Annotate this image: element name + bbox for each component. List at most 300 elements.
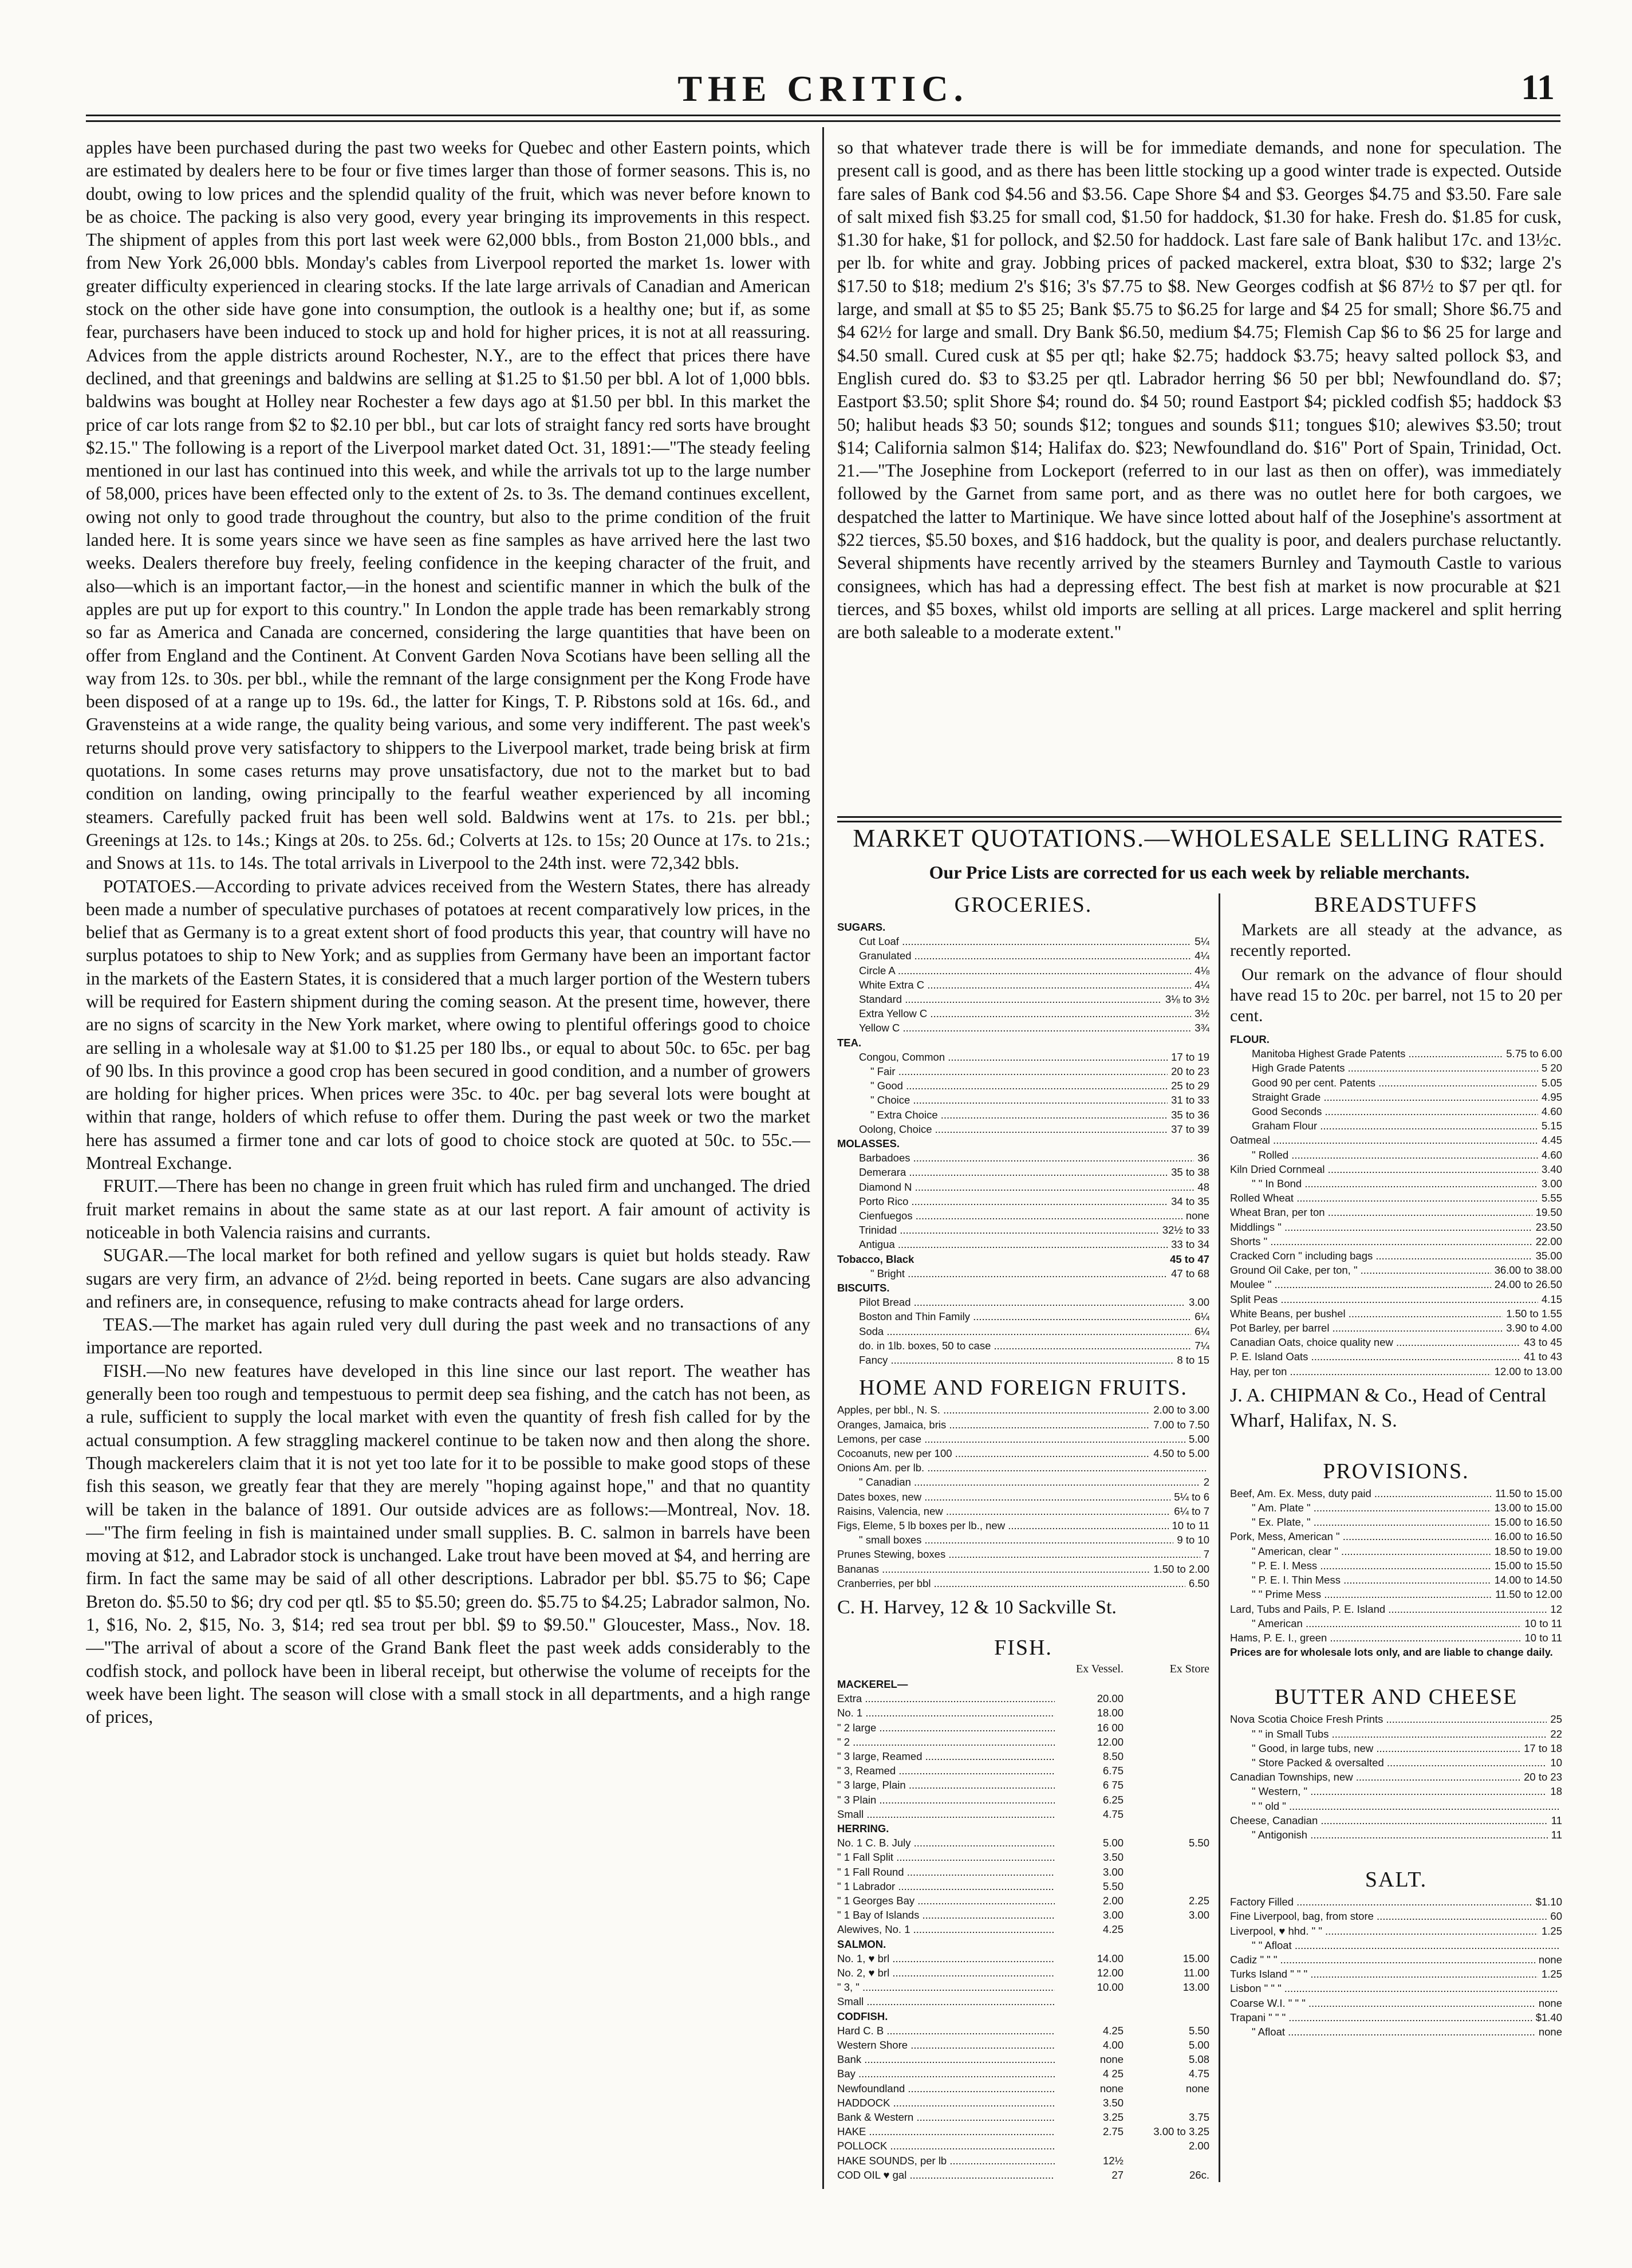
quote-price xyxy=(1206,1035,1209,1050)
quote-row xyxy=(837,2081,1209,2096)
quote-label: Cracked Corn " including bags ..... xyxy=(1230,1249,1532,1263)
quote-price: 3¾ xyxy=(1195,1022,1209,1034)
butter-cheese-table xyxy=(1230,1712,1562,1842)
quote-price: 22.00 xyxy=(1535,1235,1562,1247)
quote-label: " " old " ..... xyxy=(1230,1799,1559,1813)
quote-label: " Canadian ..... xyxy=(837,1475,1200,1489)
quotations-left-panel xyxy=(837,889,1209,2183)
quotations-right-panel xyxy=(1230,889,1562,2183)
quote-row xyxy=(837,1937,1209,1951)
quote-price: 4.00 xyxy=(1102,2039,1124,2052)
quote-price: 32½ to 33 xyxy=(1162,1224,1209,1237)
quote-price: 4.25 xyxy=(1102,1923,1124,1936)
quote-price: 14.00 to 14.50 xyxy=(1494,1574,1562,1586)
quote-row xyxy=(837,1735,1209,1749)
quote-price: 10 to 11 xyxy=(1524,1631,1562,1644)
quote-price: 11.50 to 15.00 xyxy=(1495,1487,1562,1499)
fish-column-headers xyxy=(837,1663,1209,1676)
quote-row xyxy=(837,1338,1209,1353)
quote-price-store: 5.08 xyxy=(1188,2053,1209,2066)
quote-label: Bay ..... xyxy=(837,2066,1055,2081)
quote-row xyxy=(1230,1205,1562,1219)
quote-label: HERRING. xyxy=(837,1822,889,1834)
quote-row xyxy=(837,2168,1209,2182)
quote-price-store: 5.00 xyxy=(1188,2039,1209,2052)
fish-table xyxy=(837,1677,1209,2182)
quote-label: HADDOCK ..... xyxy=(837,2096,1055,2110)
breadstuffs-table xyxy=(1230,1032,1562,1379)
quote-row xyxy=(1230,1335,1562,1349)
quote-price xyxy=(1055,1677,1124,1691)
quote-row xyxy=(837,1793,1209,1807)
quote-label: Canadian Oats, choice quality new ..... xyxy=(1230,1335,1520,1349)
quote-row xyxy=(1230,1909,1562,1923)
sugar-paragraph: SUGAR.—The local market for both refined and yellow sugars is quiet but holds steady. Raw sugars are very firm, an advance of 2½d. being reported in beets. Cane sugars are also advancing and refiners are, in consequence, refusing to make contracts ahead for large orders. xyxy=(86,1245,810,1312)
quote-price-store xyxy=(1124,1865,1209,1879)
quote-price-store: 2.25 xyxy=(1188,1894,1209,1907)
quote-row xyxy=(837,1518,1209,1533)
quote-label: Coarse W.I. " " " ..... xyxy=(1230,1996,1535,2010)
quote-label: " Am. Plate " ..... xyxy=(1230,1501,1491,1515)
quote-label: COD OIL ♥ gal ..... xyxy=(837,2168,1055,2182)
quote-price xyxy=(1206,1460,1209,1475)
quote-label: Split Peas ..... xyxy=(1230,1292,1538,1306)
quote-label: Bananas ..... xyxy=(837,1562,1150,1576)
quote-price: 5¼ to 6 xyxy=(1174,1490,1209,1503)
quote-row xyxy=(837,1418,1209,1432)
quote-row xyxy=(1230,1104,1562,1119)
quote-price: 11 xyxy=(1551,1828,1562,1841)
breadstuffs-note-1: Markets are all steady at the advance, as recently reported. xyxy=(1230,920,1562,960)
quote-row xyxy=(837,1281,1209,1295)
quote-row xyxy=(1230,1770,1562,1784)
quote-price: 4¼ xyxy=(1195,978,1209,991)
quote-row xyxy=(837,1078,1209,1093)
right-column-article xyxy=(837,136,1562,815)
quote-label: Hams, P. E. I., green ..... xyxy=(1230,1631,1521,1645)
quote-row xyxy=(837,1194,1209,1208)
quote-label: Small ..... xyxy=(837,1807,1055,1821)
quote-price: 10 xyxy=(1550,1756,1562,1769)
quote-row xyxy=(837,1677,1209,1691)
quote-label: Kiln Dried Cornmeal ..... xyxy=(1230,1162,1538,1176)
quote-label: No. 2, ♥ brl ..... xyxy=(837,1966,1055,1980)
quote-label: Oatmeal ..... xyxy=(1230,1133,1538,1147)
quote-row xyxy=(1230,2010,1562,2025)
quote-row xyxy=(837,1980,1209,1994)
quote-price: none xyxy=(1538,1953,1562,1966)
quote-price: 3.00 xyxy=(1541,1178,1562,1190)
quote-price: 2 xyxy=(1203,1476,1209,1489)
quote-row xyxy=(837,1821,1209,1836)
quote-price xyxy=(1559,1032,1562,1046)
quote-row xyxy=(837,1324,1209,1338)
quote-label: " P. E. I. Mess ..... xyxy=(1230,1558,1491,1573)
quote-label: " 3 Plain ..... xyxy=(837,1793,1055,1807)
quote-price: 5 20 xyxy=(1541,1062,1562,1074)
quote-price: 2.75 xyxy=(1102,2125,1124,2138)
quote-label: CODFISH. xyxy=(837,2010,888,2022)
quote-row xyxy=(837,1295,1209,1309)
quote-price xyxy=(1206,1136,1209,1151)
quote-price: 34 to 35 xyxy=(1171,1195,1209,1207)
quote-row xyxy=(837,1720,1209,1735)
quote-label: Bank ..... xyxy=(837,2052,1055,2066)
quotations-divider xyxy=(1219,893,1220,2182)
quote-price: 9 to 10 xyxy=(1177,1534,1209,1546)
quote-row xyxy=(837,1223,1209,1237)
breadstuffs-heading: BREADSTUFFS xyxy=(1314,893,1478,917)
quote-label: " P. E. I. Thin Mess ..... xyxy=(1230,1573,1491,1587)
quote-label: Oolong, Choice ..... xyxy=(837,1122,1168,1136)
quote-price: 19.50 xyxy=(1535,1206,1562,1219)
quote-price-store: 5.50 xyxy=(1188,2024,1209,2037)
quote-price: 45 to 47 xyxy=(1170,1253,1209,1265)
quote-label: MOLASSES. xyxy=(837,1137,900,1150)
quote-price: 5.50 xyxy=(1102,1880,1124,1892)
quote-price-store: 2.00 xyxy=(1188,2140,1209,2152)
quote-price: 7 xyxy=(1203,1548,1209,1561)
quote-row xyxy=(1230,1558,1562,1573)
quote-row xyxy=(837,1533,1209,1547)
quote-price: 10 to 11 xyxy=(1172,1519,1209,1531)
fruits-heading: HOME AND FOREIGN FRUITS. xyxy=(859,1376,1188,1400)
quote-price: 36 xyxy=(1197,1152,1209,1164)
quote-row xyxy=(837,1576,1209,1590)
provisions-heading: PROVISIONS. xyxy=(1323,1459,1469,1483)
quote-row xyxy=(837,2066,1209,2081)
quote-price: 5.00 xyxy=(1102,1837,1124,1849)
quote-price: 11.50 to 12.00 xyxy=(1495,1588,1562,1601)
quote-row xyxy=(837,2153,1209,2168)
quote-row xyxy=(837,1908,1209,1922)
quote-row xyxy=(837,1093,1209,1107)
quote-price: 3.90 to 4.00 xyxy=(1506,1322,1562,1334)
quote-price: 16.00 to 16.50 xyxy=(1494,1530,1562,1543)
quote-price: 20.00 xyxy=(1097,1692,1124,1705)
quote-price xyxy=(1055,1937,1124,1951)
quote-label: Granulated ..... xyxy=(837,948,1191,963)
quote-label: " 2 large ..... xyxy=(837,1720,1055,1735)
quote-label: " American, clear " ..... xyxy=(1230,1544,1491,1558)
quote-row xyxy=(1230,1501,1562,1515)
quote-price: 6.75 xyxy=(1102,1765,1124,1777)
quote-label: Onions Am. per lb. ..... xyxy=(837,1460,1206,1475)
quote-row xyxy=(1230,2025,1562,2039)
quote-price: 12½ xyxy=(1102,2154,1124,2167)
quote-row xyxy=(1230,1349,1562,1364)
quote-label: Cocoanuts, new per 100 ..... xyxy=(837,1446,1150,1460)
quote-price: 4.50 to 5.00 xyxy=(1153,1447,1209,1459)
quote-label: Lisbon " " " ..... xyxy=(1230,1981,1559,1995)
quote-row xyxy=(1230,1828,1562,1842)
quote-row xyxy=(837,1966,1209,1980)
quote-row xyxy=(1230,1924,1562,1938)
quote-label: MACKEREL— xyxy=(837,1678,908,1690)
quote-label: Raisins, Valencia, new ..... xyxy=(837,1504,1170,1518)
quote-label: Fancy ..... xyxy=(837,1353,1173,1367)
quote-label: Oranges, Jamaica, bris ..... xyxy=(837,1418,1150,1432)
quote-price xyxy=(1055,2139,1124,2153)
quote-label: " " Afloat ..... xyxy=(1230,1938,1559,1952)
left-column-article xyxy=(86,136,810,2175)
quote-label: Lemons, per case ..... xyxy=(837,1432,1185,1446)
quote-row xyxy=(837,934,1209,948)
quote-price: 7¼ xyxy=(1195,1339,1209,1352)
quote-label: " 3 large, Plain ..... xyxy=(837,1778,1055,1792)
quote-label: " Western, " ..... xyxy=(1230,1784,1547,1798)
quote-price-store xyxy=(1124,1749,1209,1763)
quote-row xyxy=(837,1547,1209,1561)
quote-label: " Store Packed & oversalted ..... xyxy=(1230,1755,1547,1770)
quote-row xyxy=(837,1490,1209,1504)
quote-price-store: 3.00 xyxy=(1188,1909,1209,1922)
quote-price xyxy=(1559,1645,1562,1659)
quote-label: Rolled Wheat ..... xyxy=(1230,1191,1538,1205)
quote-label: " Ex. Plate, " ..... xyxy=(1230,1515,1491,1529)
quote-price: 4.95 xyxy=(1541,1090,1562,1103)
quote-label: " Good ..... xyxy=(837,1078,1168,1093)
quote-price: 35 to 36 xyxy=(1171,1108,1209,1121)
quote-label: " 1 Fall Round ..... xyxy=(837,1865,1055,1879)
quote-row xyxy=(837,1309,1209,1324)
quote-row xyxy=(1230,1486,1562,1501)
quote-price xyxy=(1559,1799,1562,1813)
quote-row xyxy=(1230,1061,1562,1075)
quote-label: Congou, Common ..... xyxy=(837,1050,1168,1064)
quote-label: Graham Flour ..... xyxy=(1230,1119,1538,1133)
quote-row xyxy=(837,1836,1209,1850)
quote-label: Cadiz " " " ..... xyxy=(1230,1952,1535,1967)
quote-price-store xyxy=(1124,1706,1209,1720)
quote-price: 1.50 to 2.00 xyxy=(1153,1562,1209,1575)
quote-row xyxy=(1230,1277,1562,1292)
quote-label: " 2 ..... xyxy=(837,1735,1055,1749)
quote-row xyxy=(1230,1515,1562,1529)
quote-row xyxy=(837,1460,1209,1475)
quote-price xyxy=(1055,2009,1124,2023)
quote-label: Barbadoes ..... xyxy=(837,1151,1194,1165)
quote-label: Canadian Townships, new ..... xyxy=(1230,1770,1520,1784)
quote-label: Trapani " " " ..... xyxy=(1230,2010,1532,2025)
quote-label: Liverpool, ♥ hhd. " " ..... xyxy=(1230,1924,1538,1938)
quote-label: Dates boxes, new ..... xyxy=(837,1490,1170,1504)
quote-price: 3.00 xyxy=(1102,1909,1124,1922)
quote-label: Manitoba Highest Grade Patents ..... xyxy=(1230,1046,1503,1061)
quotations-rule-1 xyxy=(837,816,1562,818)
quote-price-store: 13.00 xyxy=(1182,1981,1209,1994)
quote-label: TEA. xyxy=(837,1036,862,1049)
quote-row xyxy=(1230,1587,1562,1601)
quote-row xyxy=(1230,1981,1562,1995)
quote-label: Cut Loaf ..... xyxy=(837,934,1191,948)
quote-label: No. 1 ..... xyxy=(837,1706,1055,1720)
quote-row xyxy=(837,2139,1209,2153)
quote-label: Fine Liverpool, bag, from store ..... xyxy=(1230,1909,1547,1923)
quote-price: 27 xyxy=(1111,2168,1124,2181)
quote-label: Apples, per bbl., N. S. ..... xyxy=(837,1403,1150,1417)
quote-price: 4.25 xyxy=(1102,2024,1124,2037)
quote-label: Good 90 per cent. Patents ..... xyxy=(1230,1076,1538,1090)
ex-store-header: Ex Store xyxy=(1169,1662,1209,1675)
quote-row xyxy=(837,2023,1209,2038)
quote-row xyxy=(1230,1032,1562,1046)
quote-label: " 1 Bay of Islands ..... xyxy=(837,1908,1055,1922)
quote-price: 12.00 xyxy=(1097,1967,1124,1979)
quote-label: " small boxes ..... xyxy=(837,1533,1173,1547)
quote-label: Pilot Bread ..... xyxy=(837,1295,1185,1309)
quote-row xyxy=(1230,1544,1562,1558)
quote-price: 1.25 xyxy=(1541,1968,1562,1980)
quote-price: 4.45 xyxy=(1541,1134,1562,1147)
quote-price-store xyxy=(1124,2096,1209,2110)
quote-row xyxy=(837,1180,1209,1194)
quote-price: 15.00 to 16.50 xyxy=(1494,1516,1562,1529)
groceries-table xyxy=(837,920,1209,1367)
quote-row xyxy=(837,1165,1209,1179)
quote-row xyxy=(837,1850,1209,1864)
quote-row xyxy=(1230,1076,1562,1090)
quote-price-store xyxy=(1124,1778,1209,1792)
quote-row xyxy=(1230,1573,1562,1587)
quote-row xyxy=(837,1922,1209,1936)
page-number: 11 xyxy=(1521,68,1555,107)
ex-vessel-header: Ex Vessel. xyxy=(1076,1662,1124,1675)
quote-row xyxy=(837,1006,1209,1021)
quote-label: Shorts " ..... xyxy=(1230,1234,1532,1249)
quotations-rule-2 xyxy=(837,821,1562,822)
quote-price xyxy=(1055,1994,1124,2009)
quote-label: No. 1 C. B. July ..... xyxy=(837,1836,1055,1850)
quote-row xyxy=(1230,1895,1562,1909)
quote-label: Western Shore ..... xyxy=(837,2038,1055,2052)
quote-row xyxy=(837,1446,1209,1460)
quote-price: 5.15 xyxy=(1541,1120,1562,1132)
quote-row xyxy=(1230,1784,1562,1798)
quote-price-store xyxy=(1124,1720,1209,1735)
quote-row xyxy=(1230,1529,1562,1544)
quote-label: Antigua ..... xyxy=(837,1237,1168,1251)
quote-row xyxy=(1230,1119,1562,1133)
quote-row xyxy=(837,1208,1209,1223)
quote-label: Beef, Am. Ex. Mess, duty paid ..... xyxy=(1230,1486,1492,1501)
quote-price: 12.00 xyxy=(1097,1735,1124,1748)
quote-row xyxy=(1230,1220,1562,1234)
quote-price: 5.05 xyxy=(1541,1076,1562,1089)
quote-price-store xyxy=(1124,1807,1209,1821)
quote-price: $1.10 xyxy=(1535,1896,1562,1908)
quote-price: 8.50 xyxy=(1102,1750,1124,1762)
quote-row xyxy=(1230,1176,1562,1191)
fish-report-continued: so that whatever trade there is will be for immediate demands, and none for speculation. The present call is good, and as there has been little stocking up a good winter trade is expected. Outside fare sales of Bank cod $4.56 and $3.56. Cape Shore $4 and $3. Georges $4.75 and $3.50. Fare sale of salt mixed fish $3.25 for small cod, $1.50 for haddock, $1.30 for hake. Fresh do. $1.85 for cusk, $1.30 for hake, $1 for pollock, and $2.50 for haddock. Last fare sale of Bank halibut 17c. and 13½c. per lb. for white and gray. Jobbing prices of packed mackerel, extra bloat, $30 to $32; large 2's $17.50 to $18; medium 2's $16; 3's $7.75 to $8. New Georges codfish at $6 87½ to $7 per qtl. for large, and small at $5 to $5 25; Bank $5.75 to $6.25 for large and $4 25 for small; Shore $6.75 and $4 62½ for large and small. Dry Bank $6.50, medium $4.75; Flemish Cap $6 to $6 25 for large and $4.50 small. Cured cusk at $5 per qtl; hake $2.75; haddock $3.75; heavy salted pollock $3, and English cured do. $3 to $3.25 per qtl. Labrador herring $6 50 per bbl; Newfoundland do. $7; Eastport $3.50; split Shore $4; round do. $4 50; round Eastport $4; pickled codfish $5; haddock $3 50; halibut heads $3 50; sounds $12; tongues and sounds $11; tongues $10; alewives $3.50; trout $14; California salmon $14; Halifax do. $23; Newfoundland do. $16" Port of Spain, Trinidad, Oct. 21.—"The Josephine from Lockeport (referred to in our last as then on offer), was immediately followed by the Garnet from same port, and as there was no outlet here for both cargoes, we despatched the latter to Martinique. We have since lotted about half of the Josephine's assortment at $22 tierces, $5.50 boxes, and $16 haddock, but the quality is poor, and dealers purchase reluctantly. Several shipments have recently arrived by the steamers Burnley and Taymouth Castle to various consignees, which has had a depressing effect. The best fish at market is now procurable at $21 tierces, and $5 boxes, whilst old imports are selling at all prices. Large mackerel and split herring are both saleable to a moderate extent." xyxy=(837,137,1562,643)
quote-price: 6.50 xyxy=(1188,1577,1209,1589)
quote-row xyxy=(837,2096,1209,2110)
quote-label: Extra ..... xyxy=(837,1691,1055,1706)
quote-price: 5.00 xyxy=(1188,1432,1209,1445)
quote-label: Prices are for wholesale lots only, and are liable to change daily. xyxy=(1230,1646,1553,1659)
quote-price: 13.00 to 15.00 xyxy=(1494,1502,1562,1514)
quote-price: none xyxy=(1538,2025,1562,2038)
quote-row xyxy=(1230,1306,1562,1321)
quote-label: Newfoundland ..... xyxy=(837,2081,1055,2096)
quote-label: HAKE ..... xyxy=(837,2124,1055,2139)
quote-label: Tobacco, Black xyxy=(837,1253,914,1265)
quote-label: " 3, Reamed ..... xyxy=(837,1763,1055,1778)
quote-price: 8 to 15 xyxy=(1177,1354,1209,1367)
quote-label: Good Seconds ..... xyxy=(1230,1104,1538,1119)
breadstuffs-note-2: Our remark on the advance of flour should have read 15 to 20c. per barrel, not 15 to 20 per cent. xyxy=(1230,965,1562,1025)
quote-label: White Extra C ..... xyxy=(837,978,1191,992)
quote-row xyxy=(837,1706,1209,1720)
provisions-table xyxy=(1230,1486,1562,1659)
quote-price-store xyxy=(1124,1850,1209,1864)
quote-row xyxy=(1230,1263,1562,1277)
newspaper-title: THE CRITIC. xyxy=(677,68,969,109)
quote-price: 60 xyxy=(1550,1910,1562,1923)
quote-price: 4.60 xyxy=(1541,1105,1562,1118)
quote-price: 3.50 xyxy=(1102,2096,1124,2109)
quote-row xyxy=(1230,1996,1562,2010)
quote-label: Soda ..... xyxy=(837,1324,1191,1338)
quote-label: " Afloat ..... xyxy=(1230,2025,1535,2039)
quote-label: Standard ..... xyxy=(837,992,1162,1006)
quote-row xyxy=(837,1994,1209,2009)
quote-label: Pork, Mess, American " ..... xyxy=(1230,1529,1491,1544)
quote-price-store xyxy=(1124,1735,1209,1749)
quote-price: 20 to 23 xyxy=(1524,1771,1562,1783)
apple-report-paragraph: apples have been purchased during the past two weeks for Quebec and other Eastern points, which are estimated by dealers here to be four or five times larger than those of former seasons. This is, no doubt, owing to low prices and the splendid quality of the fruit, which was never before known to be as choice. The packing is also very good, every year bringing its improvements in this respect. The shipment of apples from this port last week were 62,000 bbls., from Boston 21,000 bbls., and from New York 26,000 bbls. Monday's cables from Liverpool reported the market 1s. lower with greater difficulty experienced in clearing stocks. If the late large arrivals of Canadian and American stock on the other side have gone into consumption, the outlook is a healthy one; but if, as some fear, purchasers have been induced to stock up and hold for higher prices, it is not at all reassuring. Advices from the apple districts around Rochester, N.Y., are to the effect that prices there have declined, and that greenings and baldwins are selling at $1.25 to $1.50 per bbl. A lot of 1,000 bbls. baldwins was bought at Holley near Rochester a few days ago at $1.50 per bbl. In this market the price of car lots range from $2 to $2.10 per bbl., but car lots of straight fancy red sorts have brought $2.15." The following is a report of the Liverpool market dated Oct. 31, 1891:—"The steady feeling mentioned in our last has continued into this week, and while the arrivals tot up to the large number of 58,000, prices have been effected only to the extent of 2s. to 3s. The demand continues excellent, owing not only to good trade throughout the country, but also to the prime condition of the fruit landed here. It is some years since we have seen as fine samples as have arrived here the last two weeks. Dealers therefore buy freely, feeling confidence in the keeping character of the fruit, and also—which is an important factor,—in the honest and scientific manner in which the bulk of the apples are put up for export to this country." In London the apple trade has been remarkably strong so far as America and Canada are concerned, considering the large quantities that have been on offer from England and the Continent. At Convent Garden Nova Scotians have been selling all the way from 12s. to 30s. per bbl., while the remnant of the large consignment per the Kong Frode have been disposed of at a range up to 19s. 6d., the latter for Kings, T. P. Ribstons sold at 16s. 6d., and Gravensteins at a wide range, the quality being various, and some very indifferent. The past week's returns should prove very satisfactory to shippers to the Liverpool market, trade being brisk at firm quotations. In some cases returns may prove unsatisfactory, due not to the market but to bad condition on landing, owing principally to the fearful weather experienced by all incoming steamers. Carefully packed fruit has been well sold. Baldwins went at 17s. to 21s. per bbl.; Greenings at 12s. to 14s.; Kings at 20s. to 25s. 6d.; Colverts at 12s. to 15s; 20 Ounce at 17s. to 21s.; and Snows at 11s. to 14s. The total arrivals in Liverpool to the 24th inst. were 72,342 bbls. xyxy=(86,137,810,873)
quote-price: none xyxy=(1099,2053,1124,2066)
quote-row xyxy=(1230,1602,1562,1616)
quote-row xyxy=(837,1893,1209,1908)
quote-price: 47 to 68 xyxy=(1171,1267,1209,1279)
quote-row xyxy=(1230,1741,1562,1755)
quote-row xyxy=(837,1237,1209,1251)
quote-price-store xyxy=(1124,1763,1209,1778)
quote-label: High Grade Patents ..... xyxy=(1230,1061,1538,1075)
quote-price: 23.50 xyxy=(1535,1220,1562,1233)
salt-table xyxy=(1230,1895,1562,2039)
quote-label: Pot Barley, per barrel ..... xyxy=(1230,1321,1503,1335)
quote-price: 12 xyxy=(1550,1602,1562,1615)
quote-row xyxy=(1230,1046,1562,1061)
quote-price: 5¼ xyxy=(1195,935,1209,948)
quote-label: Moulee " ..... xyxy=(1230,1277,1491,1292)
quote-label: " Extra Choice ..... xyxy=(837,1108,1168,1122)
quote-price: 3.40 xyxy=(1541,1163,1562,1175)
quote-row xyxy=(1230,1148,1562,1162)
quote-label: " Choice ..... xyxy=(837,1093,1168,1107)
quote-price: 1.25 xyxy=(1541,1924,1562,1937)
quote-label: Boston and Thin Family ..... xyxy=(837,1309,1191,1324)
fruits-table xyxy=(837,1403,1209,1590)
quote-row xyxy=(837,1050,1209,1064)
market-quotations-heading: MARKET QUOTATIONS.—WHOLESALE SELLING RATES. xyxy=(853,824,1546,852)
quote-label: " Bright ..... xyxy=(837,1266,1168,1281)
quote-price-store xyxy=(1124,1937,1209,1951)
quote-row xyxy=(1230,1249,1562,1263)
quote-row xyxy=(1230,1712,1562,1726)
quote-label: " 1 Labrador ..... xyxy=(837,1879,1055,1893)
quote-label: Lard, Tubs and Pails, P. E. Island ..... xyxy=(1230,1602,1547,1616)
butter-cheese-heading: BUTTER AND CHEESE xyxy=(1274,1685,1518,1710)
quote-price-store xyxy=(1124,1994,1209,2009)
quote-price-store xyxy=(1124,1793,1209,1807)
quote-row xyxy=(837,1266,1209,1281)
quote-price: 3.00 xyxy=(1188,1296,1209,1309)
quote-price: 1.50 to 1.55 xyxy=(1506,1307,1562,1320)
quote-label: Hay, per ton ..... xyxy=(1230,1364,1491,1379)
